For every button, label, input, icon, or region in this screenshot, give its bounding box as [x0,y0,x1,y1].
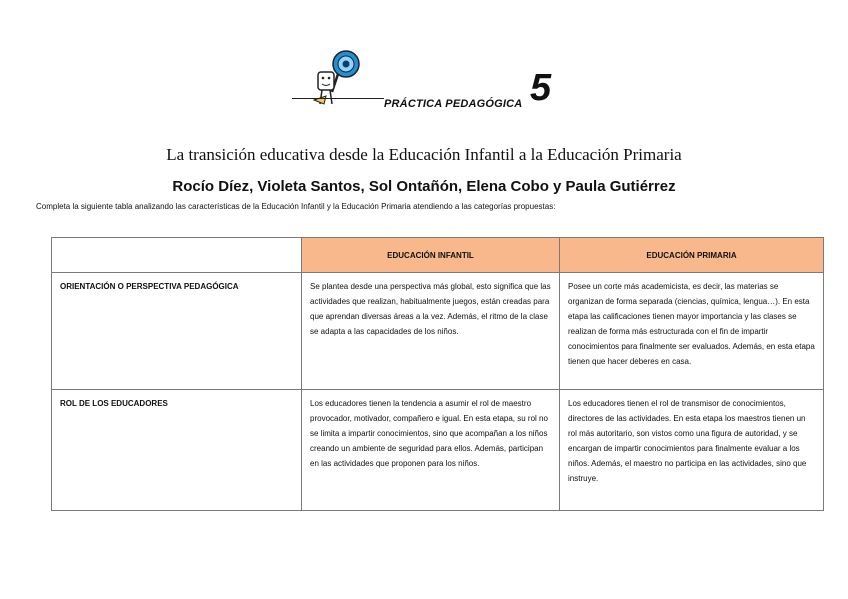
practice-number: 5 [530,67,552,109]
row-category: ROL DE LOS EDUCADORES [52,390,302,511]
table-row [52,273,824,390]
cell-infantil: Los educadores tienen la tendencia a asumir el rol de maestro provocador, motivador, compañero e igual. En esta etapa, su rol no se limita a impartir conocimientos, sino que acompañan a los niños creando un ambiente de seguridad para ellos. Además, participan en las actividades que proponen para los niños. [302,390,560,511]
cell-primaria: Los educadores tienen el rol de transmisor de conocimientos, directores de las actividades. En esta etapa los maestros tienen un rol más autoritario, son vistos como una figura de autoridad, y se encargan de impartir conocimientos para finalmente evaluar a los niños. Además, el maestro no participa en las actividades, sino que instruye. [560,390,824,511]
authors: Rocío Díez, Violeta Santos, Sol Ontañón, Elena Cobo y Paula Gutiérrez [172,178,676,195]
comparison-table [51,237,824,511]
document-header [0,40,848,120]
instruction-text: Completa la siguiente tabla analizando las características de la Educación Infantil y la Educación Primaria atendiendo a las categorías propuestas: [36,202,556,211]
header-cell-infantil: EDUCACIÓN INFANTIL [302,238,560,273]
row-category: ORIENTACIÓN O PERSPECTIVA PEDAGÓGICA [52,273,302,390]
header-cell-primaria: EDUCACIÓN PRIMARIA [560,238,824,273]
header-rule [292,98,384,99]
magnifier-figure-icon [310,48,366,108]
document-title: La transición educativa desde la Educación Infantil a la Educación Primaria [166,145,682,164]
header-cell-blank [52,238,302,273]
cell-infantil: Se plantea desde una perspectiva más global, esto significa que las actividades que realizan, habitualmente juegos, están creadas para que aprendan diversas áreas a la vez. Además, el ritmo de la clase se adapta a las capacidades de los niños. [302,273,560,390]
practice-label: PRÁCTICA PEDAGÓGICA [384,98,523,110]
cell-primaria: Posee un corte más academicista, es decir, las materias se organizan de forma separada (ciencias, química, lengua…). En esta etapa las calificaciones tienen mayor importancia y las clases se realizan de forma más estructurada con el fin de impartir conocimientos para finalmente ser evaluados. Además, en esta etapa tienen que hacer deberes en casa. [560,273,824,390]
table-row [52,390,824,511]
table-header-row [52,238,824,273]
